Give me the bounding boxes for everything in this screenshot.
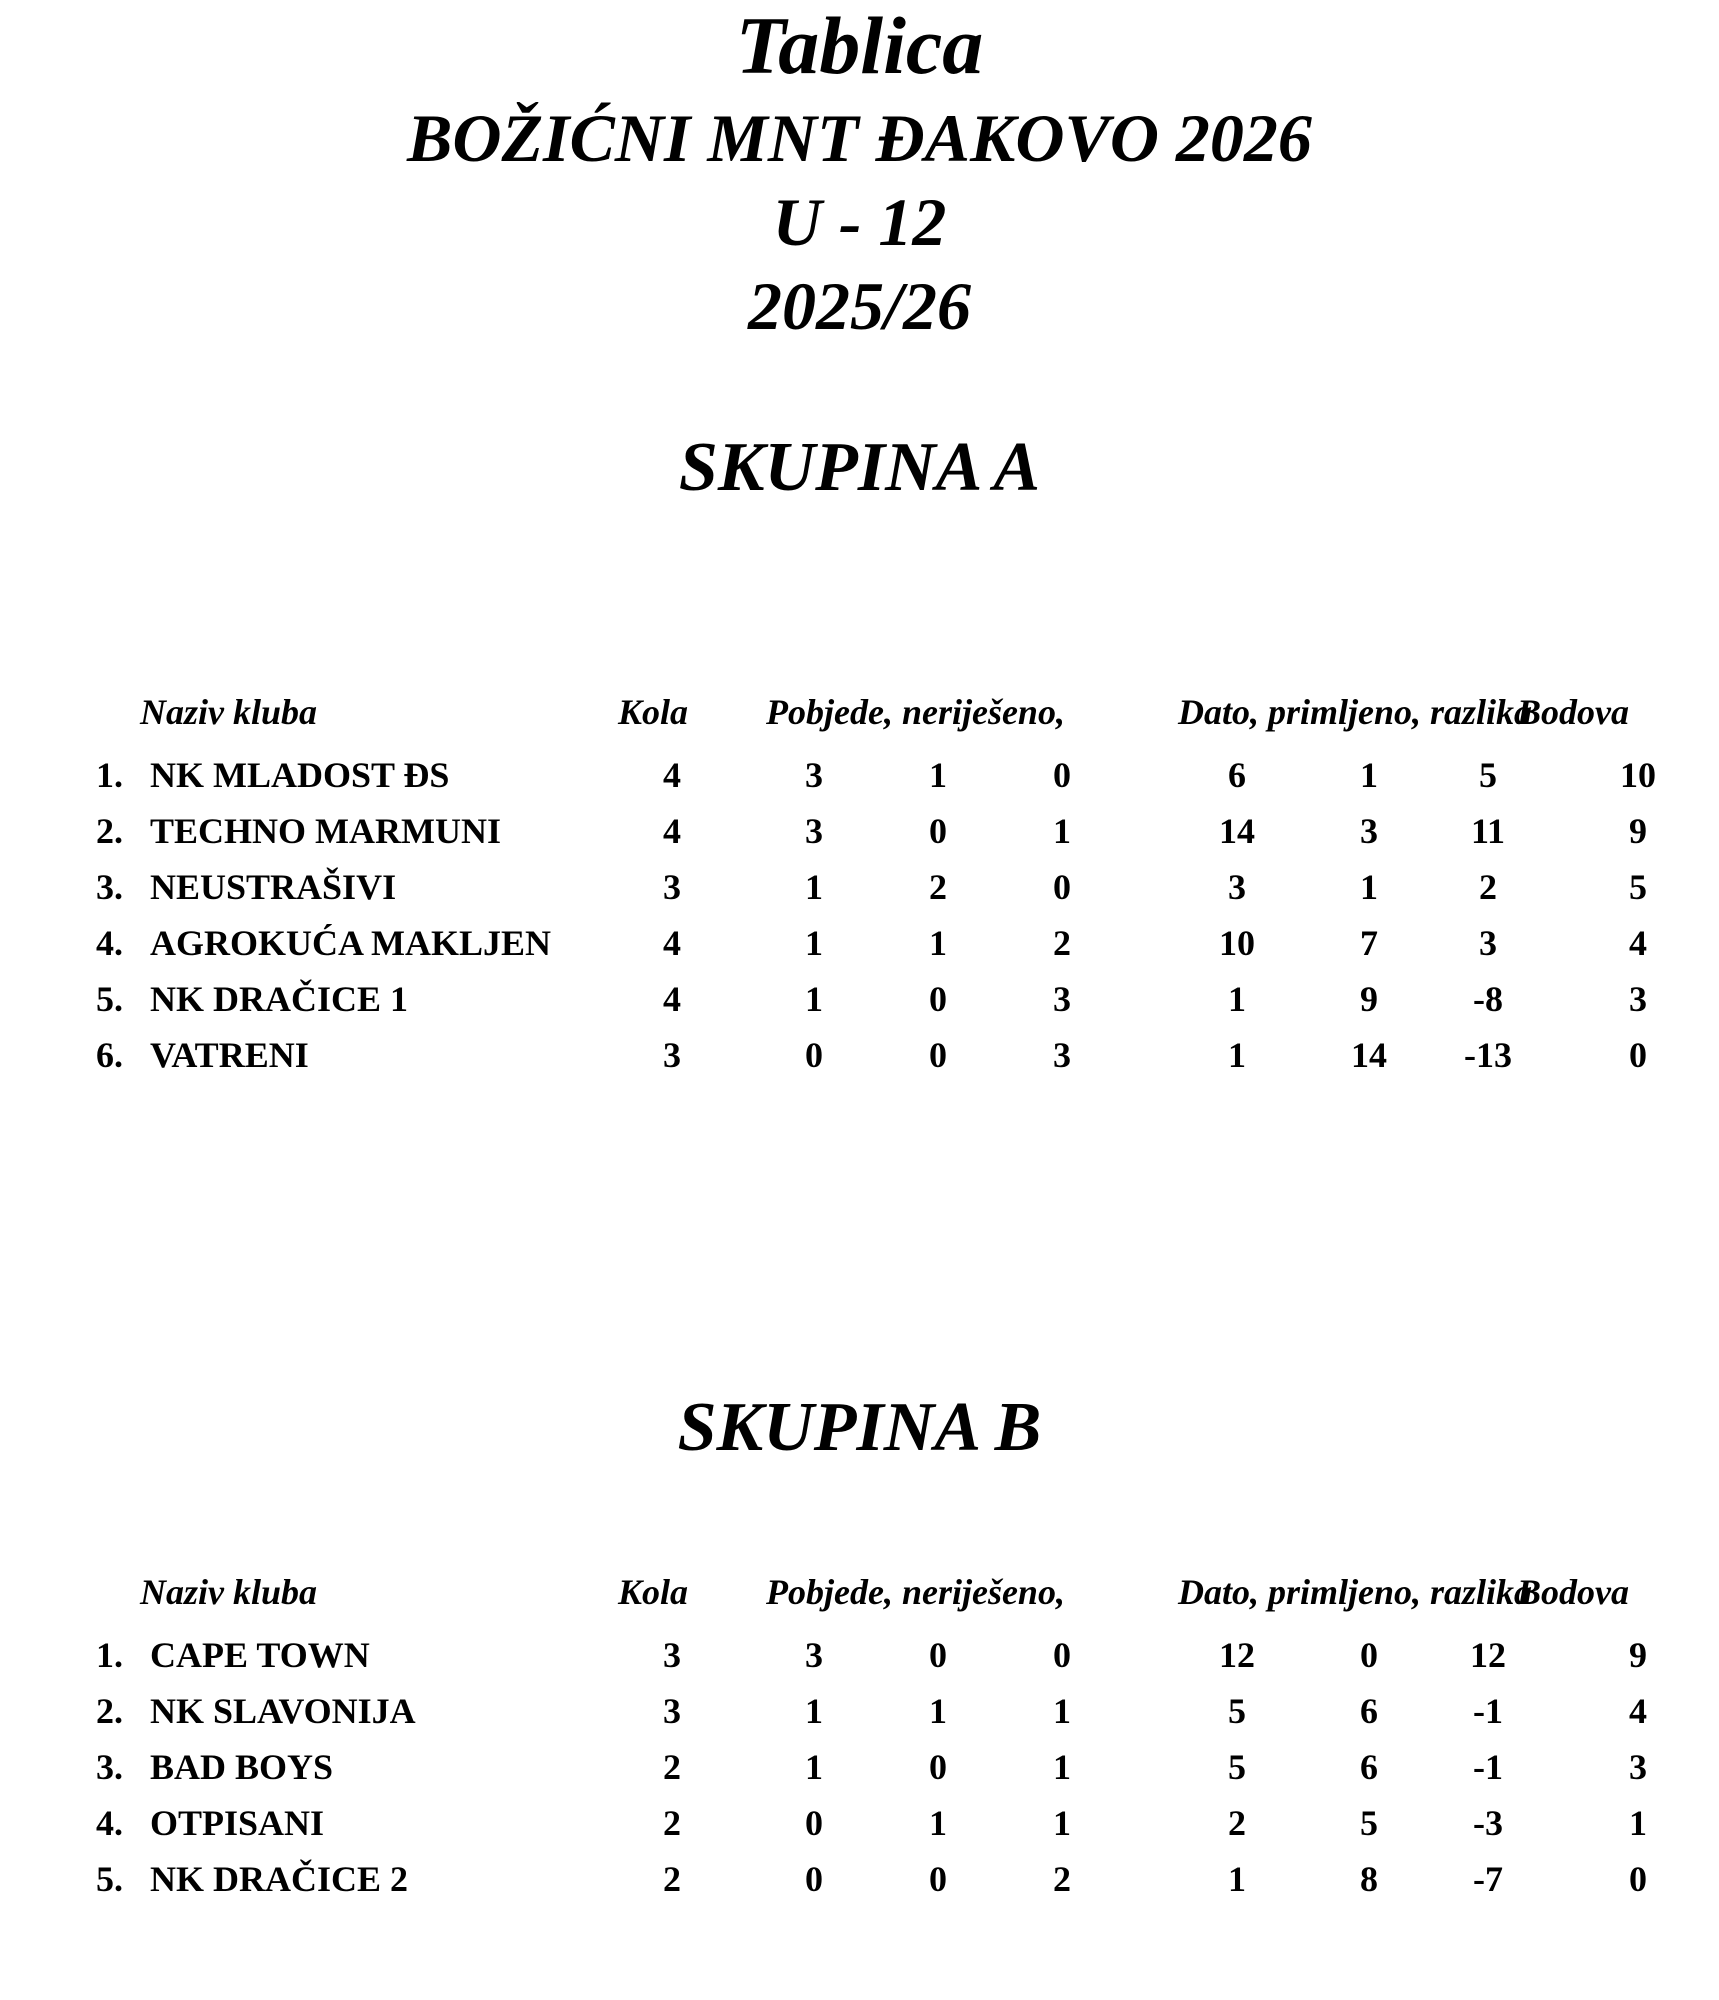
goals-against: 14 xyxy=(1351,1035,1387,1075)
points: 1 xyxy=(1629,1803,1647,1843)
position: 1. xyxy=(96,1635,123,1675)
goals-against: 8 xyxy=(1360,1859,1378,1899)
losses: 0 xyxy=(1053,867,1071,907)
wins: 1 xyxy=(805,1691,823,1731)
losses: 1 xyxy=(1053,1803,1071,1843)
played: 3 xyxy=(663,1035,681,1075)
club-name: AGROKUĆA MAKLJEN xyxy=(150,923,552,963)
goal-difference: -1 xyxy=(1473,1747,1503,1787)
table-row xyxy=(0,806,1719,856)
table-row xyxy=(0,1742,1719,1792)
points: 4 xyxy=(1629,1691,1647,1731)
goals-against: 0 xyxy=(1360,1635,1378,1675)
points: 9 xyxy=(1629,1635,1647,1675)
goal-difference: 11 xyxy=(1470,811,1505,851)
played: 2 xyxy=(663,1803,681,1843)
draws: 1 xyxy=(929,1803,947,1843)
column-header-goals: Dato, primljeno, razlika xyxy=(1178,1572,1533,1612)
column-header-results: Pobjede, neriješeno, xyxy=(766,1572,1065,1612)
goals-against: 5 xyxy=(1360,1803,1378,1843)
club-name: VATRENI xyxy=(150,1035,309,1075)
points: 9 xyxy=(1629,811,1647,851)
draws: 0 xyxy=(929,1035,947,1075)
points: 0 xyxy=(1629,1035,1647,1075)
losses: 0 xyxy=(1053,755,1071,795)
position: 4. xyxy=(96,1803,123,1843)
goal-difference: 3 xyxy=(1479,923,1497,963)
played: 2 xyxy=(663,1859,681,1899)
position: 2. xyxy=(96,811,123,851)
wins: 0 xyxy=(805,1035,823,1075)
goals-against: 1 xyxy=(1360,867,1378,907)
club-name: NK DRAČICE 2 xyxy=(150,1859,409,1899)
points: 4 xyxy=(1629,923,1647,963)
table-row xyxy=(0,1686,1719,1736)
club-name: CAPE TOWN xyxy=(150,1635,370,1675)
played: 4 xyxy=(663,979,681,1019)
position: 4. xyxy=(96,923,123,963)
wins: 0 xyxy=(805,1803,823,1843)
position: 2. xyxy=(96,1691,123,1731)
season: 2025/26 xyxy=(748,268,971,344)
losses: 2 xyxy=(1053,1859,1071,1899)
group-a-title: SKUPINA A xyxy=(678,429,1041,506)
wins: 3 xyxy=(805,1635,823,1675)
club-name: NK DRAČICE 1 xyxy=(150,979,409,1019)
club-name: TECHNO MARMUNI xyxy=(150,811,501,851)
goal-difference: -8 xyxy=(1473,979,1503,1019)
points: 0 xyxy=(1629,1859,1647,1899)
table-row xyxy=(0,1630,1719,1680)
points: 10 xyxy=(1620,755,1656,795)
goals-for: 10 xyxy=(1219,923,1255,963)
goal-difference: -7 xyxy=(1473,1859,1503,1899)
points: 3 xyxy=(1629,979,1647,1019)
position: 1. xyxy=(96,755,123,795)
club-name: BAD BOYS xyxy=(150,1747,334,1787)
table-row xyxy=(0,1030,1719,1080)
played: 2 xyxy=(663,1747,681,1787)
draws: 1 xyxy=(929,923,947,963)
draws: 0 xyxy=(929,979,947,1019)
losses: 3 xyxy=(1053,1035,1071,1075)
column-header-results: Pobjede, neriješeno, xyxy=(766,692,1065,732)
goal-difference: 2 xyxy=(1479,867,1497,907)
position: 3. xyxy=(96,1747,123,1787)
table-row xyxy=(0,862,1719,912)
column-header-club: Naziv kluba xyxy=(140,1572,318,1612)
draws: 2 xyxy=(929,867,947,907)
goals-for: 5 xyxy=(1228,1691,1246,1731)
losses: 2 xyxy=(1053,923,1071,963)
played: 4 xyxy=(663,755,681,795)
position: 5. xyxy=(96,979,123,1019)
losses: 3 xyxy=(1053,979,1071,1019)
wins: 1 xyxy=(805,979,823,1019)
draws: 1 xyxy=(929,1691,947,1731)
club-name: NK MLADOST ĐS xyxy=(150,755,450,795)
goals-against: 6 xyxy=(1360,1691,1378,1731)
played: 4 xyxy=(663,923,681,963)
played: 3 xyxy=(663,1691,681,1731)
club-name: NK SLAVONIJA xyxy=(150,1691,416,1731)
table-row xyxy=(0,1854,1719,1904)
draws: 0 xyxy=(929,1859,947,1899)
losses: 1 xyxy=(1053,1747,1071,1787)
tournament-name: BOŽIĆNI MNT ĐAKOVO 2026 xyxy=(407,100,1312,176)
goals-for: 1 xyxy=(1228,1859,1246,1899)
losses: 1 xyxy=(1053,1691,1071,1731)
group-b-title: SKUPINA B xyxy=(677,1389,1042,1466)
wins: 3 xyxy=(805,811,823,851)
goals-for: 14 xyxy=(1219,811,1255,851)
goals-for: 12 xyxy=(1219,1635,1255,1675)
goal-difference: -13 xyxy=(1464,1035,1512,1075)
wins: 1 xyxy=(805,923,823,963)
draws: 0 xyxy=(929,1635,947,1675)
position: 5. xyxy=(96,1859,123,1899)
losses: 1 xyxy=(1053,811,1071,851)
points: 3 xyxy=(1629,1747,1647,1787)
position: 3. xyxy=(96,867,123,907)
goal-difference: 5 xyxy=(1479,755,1497,795)
group-b-standings: Naziv kluba Kola Pobjede, neriješeno, Dato, primljeno, razlika Bodova 1. CAPE TOWN 3 3 0 0 12 0 12 9 2. NK SLAVONIJA 3 1 1 1 5 6 -1 4 3. BAD BOYS 2 1 0 1 5 6 -1 3 4. OTPISANI 2 0 1 1 2 5 -3 1 5. NK DRAČICE 2 2 0 0 2 1 8 -7 0 xyxy=(0,1570,1719,1930)
column-header-goals: Dato, primljeno, razlika xyxy=(1178,692,1533,732)
goal-difference: 12 xyxy=(1470,1635,1506,1675)
goals-against: 7 xyxy=(1360,923,1378,963)
goals-for: 6 xyxy=(1228,755,1246,795)
draws: 0 xyxy=(929,1747,947,1787)
page-title: Tablica xyxy=(735,0,984,91)
goals-against: 1 xyxy=(1360,755,1378,795)
goals-for: 3 xyxy=(1228,867,1246,907)
goals-for: 2 xyxy=(1228,1803,1246,1843)
draws: 0 xyxy=(929,811,947,851)
wins: 1 xyxy=(805,1747,823,1787)
club-name: NEUSTRAŠIVI xyxy=(150,867,397,907)
goal-difference: -3 xyxy=(1473,1803,1503,1843)
column-header-club: Naziv kluba xyxy=(140,692,318,732)
played: 3 xyxy=(663,867,681,907)
wins: 0 xyxy=(805,1859,823,1899)
table-row xyxy=(0,1798,1719,1848)
losses: 0 xyxy=(1053,1635,1071,1675)
points: 5 xyxy=(1629,867,1647,907)
group-a-standings: Naziv kluba Kola Pobjede, neriješeno, Dato, primljeno, razlika Bodova 1. NK MLADOST ĐS 4 3 1 0 6 1 5 10 2. TECHNO MARMUNI 4 3 0 1 14 3 11 9 3. NEUSTRAŠIVI 3 1 2 0 3 1 2 5 4. AGROKUĆA MAKLJEN 4 1 1 2 10 7 3 4 5. NK DRAČICE 1 4 1 0 3 1 9 -8 3 6. VATRENI 3 0 0 3 1 14 -13 0 xyxy=(0,690,1719,1050)
table-row xyxy=(0,974,1719,1024)
goals-against: 9 xyxy=(1360,979,1378,1019)
goals-for: 1 xyxy=(1228,979,1246,1019)
played: 3 xyxy=(663,1635,681,1675)
goals-against: 6 xyxy=(1360,1747,1378,1787)
goals-for: 1 xyxy=(1228,1035,1246,1075)
goal-difference: -1 xyxy=(1473,1691,1503,1731)
wins: 3 xyxy=(805,755,823,795)
age-category: U - 12 xyxy=(772,184,947,260)
table-row xyxy=(0,918,1719,968)
goals-against: 3 xyxy=(1360,811,1378,851)
played: 4 xyxy=(663,811,681,851)
position: 6. xyxy=(96,1035,123,1075)
draws: 1 xyxy=(929,755,947,795)
club-name: OTPISANI xyxy=(150,1803,325,1843)
goals-for: 5 xyxy=(1228,1747,1246,1787)
table-row xyxy=(0,750,1719,800)
wins: 1 xyxy=(805,867,823,907)
